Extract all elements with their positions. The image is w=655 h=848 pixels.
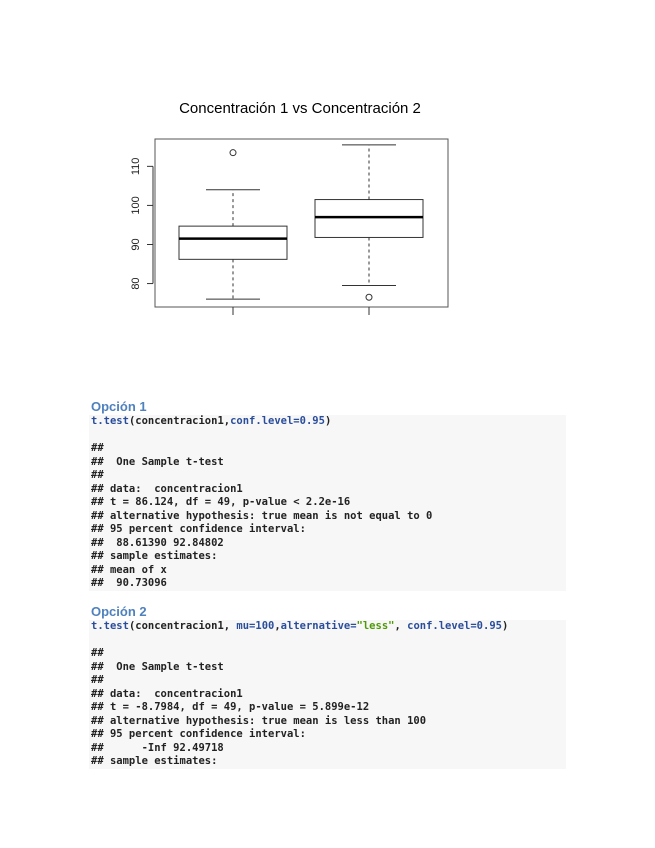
- y-tick-label: 110: [130, 157, 142, 176]
- box-iqr: [179, 226, 287, 259]
- output-line: ##: [91, 647, 104, 659]
- boxplot-chart: [0, 0, 655, 330]
- output-line: ## 95 percent confidence interval:: [91, 728, 306, 740]
- code-arg: conf.level=: [407, 620, 477, 632]
- output-line: ## 88.61390 92.84802: [91, 536, 224, 549]
- code-text: ,: [274, 620, 281, 632]
- y-tick-label: 80: [130, 277, 142, 290]
- code-arg: alternative=: [280, 620, 357, 632]
- code-text: (concentracion1,: [128, 415, 231, 427]
- code-text: ): [501, 620, 509, 632]
- outlier-point: [230, 150, 236, 156]
- box-2: [315, 145, 423, 315]
- box-1: [179, 150, 287, 315]
- outlier-point: [366, 294, 372, 300]
- output-line: ## data: concentracion1: [91, 687, 243, 700]
- output-line: ## t = -8.7984, df = 49, p-value = 5.899e-12: [91, 701, 370, 713]
- output-line: ## One Sample t-test: [91, 455, 224, 468]
- y-tick-label: 100: [130, 196, 142, 215]
- section2-code-block: [89, 620, 566, 769]
- output-line: ## sample estimates:: [91, 755, 218, 767]
- y-tick-label: 90: [130, 238, 142, 251]
- output-line: ##: [91, 442, 104, 454]
- section2-output: [89, 647, 566, 769]
- section1-code-block: [89, 415, 566, 591]
- code-text: (concentracion1,: [128, 620, 237, 632]
- output-line: ## 95 percent confidence interval:: [91, 523, 306, 535]
- code-arg: conf.level=: [230, 415, 300, 427]
- code-value: 100: [255, 620, 275, 632]
- output-line: ## t = 86.124, df = 49, p-value < 2.2e-16: [91, 496, 351, 508]
- code-arg: mu=: [236, 620, 256, 632]
- output-line: ## alternative hypothesis: true mean is not equal to 0: [91, 509, 433, 522]
- output-line: ##: [91, 469, 104, 481]
- output-line: ## One Sample t-test: [91, 660, 224, 673]
- code-value: 0.95: [299, 415, 325, 427]
- section2-heading: Opción 2: [91, 604, 147, 619]
- output-line: ## mean of x: [91, 563, 167, 576]
- output-line: ##: [91, 674, 104, 686]
- chart-title: Concentración 1 vs Concentración 2: [179, 100, 421, 117]
- code-string: "less": [356, 620, 395, 632]
- output-line: ## data: concentracion1: [91, 482, 243, 495]
- section1-code-line: [89, 415, 566, 429]
- output-line: ## sample estimates:: [91, 550, 218, 562]
- code-function: t.test: [91, 415, 129, 427]
- section2-code-line: [89, 620, 566, 634]
- code-text: ,: [394, 620, 408, 632]
- code-value: 0.95: [476, 620, 502, 632]
- code-text: ): [324, 415, 332, 427]
- output-line: ## 90.73096: [91, 577, 167, 589]
- section1-heading: Opción 1: [91, 399, 147, 414]
- box-iqr: [315, 200, 423, 238]
- code-function: t.test: [91, 620, 129, 632]
- output-line: ## alternative hypothesis: true mean is less than 100: [91, 714, 427, 727]
- section1-output: [89, 442, 566, 591]
- output-line: ## -Inf 92.49718: [91, 741, 224, 754]
